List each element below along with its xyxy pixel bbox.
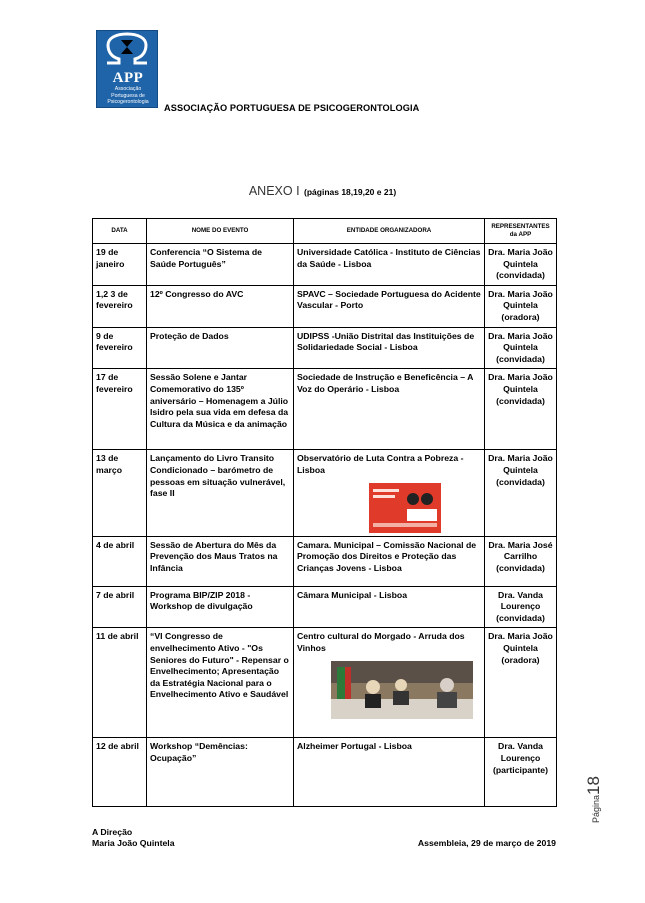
cell-event: 12º Congresso do AVC (147, 285, 294, 327)
cell-representative: Dra. Maria João Quintela (oradora) (485, 628, 557, 738)
organization-name: ASSOCIAÇÃO PORTUGUESA DE PSICOGERONTOLOGIA (164, 103, 420, 113)
signature-block (92, 827, 175, 849)
page-number-value: 18 (584, 776, 603, 795)
cell-date: 17 de fevereiro (93, 369, 147, 450)
cell-representative: Dra. Maria João Quintela (convidada) (485, 327, 557, 369)
cell-entity: UDIPSS -União Distrital das Instituições de Solidariedade Social - Lisboa (294, 327, 485, 369)
header-date: DATA (93, 219, 147, 244)
logo-subtitle: Associação Portuguesa de Psicogerontologia (107, 86, 149, 105)
cell-event: Lançamento do Livro Transito Condicionado – barómetro de pessoas em situação vulnerável, fase II (147, 450, 294, 536)
signature-role: A Direção (92, 827, 133, 837)
cell-representative: Dra. Maria João Quintela (convidada) (485, 450, 557, 536)
cell-entity: SPAVC – Sociedade Portuguesa do Acidente Vascular - Porto (294, 285, 485, 327)
table-row (93, 738, 557, 807)
table-row (93, 628, 557, 738)
cell-representative: Dra. Maria João Quintela (oradora) (485, 285, 557, 327)
table-row (93, 586, 557, 628)
cell-entity: Camara. Municipal – Comissão Nacional de Promoção dos Direitos e Proteção das Crianças Jovens - Lisboa (294, 536, 485, 586)
conference-photo-image (331, 661, 473, 719)
cell-entity: Sociedade de Instrução e Beneficência – A Voz do Operário - Lisboa (294, 369, 485, 450)
cell-representative: Dra. Vanda Lourenço (participante) (485, 738, 557, 807)
cell-entity: Universidade Católica - Instituto de Ciências da Saúde - Lisboa (294, 244, 485, 286)
table-row (93, 536, 557, 586)
cell-date: 13 de março (93, 450, 147, 536)
cell-entity: Centro cultural do Morgado - Arruda dos Vinhos (294, 628, 485, 738)
cell-date: 11 de abril (93, 628, 147, 738)
cell-date: 4 de abril (93, 536, 147, 586)
header-entity: ENTIDADE ORGANIZADORA (294, 219, 485, 244)
cell-representative: Dra. Maria João Quintela (convidada) (485, 369, 557, 450)
app-logo (96, 30, 158, 108)
cell-date: 19 de janeiro (93, 244, 147, 286)
book-cover-image (369, 483, 441, 533)
cell-date: 7 de abril (93, 586, 147, 628)
table-row (93, 285, 557, 327)
table-row (93, 369, 557, 450)
header-representatives: REPRESENTANTES da APP (485, 219, 557, 244)
cell-event: Programa BIP/ZIP 2018 - Workshop de divulgação (147, 586, 294, 628)
place-date: Assembleia, 29 de março de 2019 (417, 838, 556, 848)
cell-representative: Dra. Vanda Lourenço (convidada) (485, 586, 557, 628)
table-header-row (93, 219, 557, 244)
omega-emblem-icon (97, 31, 157, 71)
cell-representative: Dra. Maria João Quintela (convidada) (485, 244, 557, 286)
cell-date: 1,2 3 de fevereiro (93, 285, 147, 327)
logo-abbreviation: APP (112, 70, 144, 86)
table-row (93, 450, 557, 536)
header-event: NOME DO EVENTO (147, 219, 294, 244)
events-table (92, 218, 557, 807)
annex-title (0, 182, 645, 200)
cell-event: “VI Congresso de envelhecimento Ativo - "Os Seniores do Futuro" - Repensar o Envelhecimento; Apresentação da Estratégia Nacional para o Envelhecimento Ativo e Saudável (147, 628, 294, 738)
cell-entity: Câmara Municipal - Lisboa (294, 586, 485, 628)
cell-event: Conferencia “O Sistema de Saúde Português” (147, 244, 294, 286)
page-number (584, 776, 604, 823)
page-label: Página (591, 794, 601, 823)
annex-pages: (páginas 18,19,20 e 21) (304, 187, 397, 197)
cell-event: Sessão de Abertura do Mês da Prevenção dos Maus Tratos na Infância (147, 536, 294, 586)
cell-date: 9 de fevereiro (93, 327, 147, 369)
cell-entity: Observatório de Luta Contra a Pobreza - Lisboa (294, 450, 485, 536)
signature-name: Maria João Quintela (92, 838, 175, 848)
cell-event: Sessão Solene e Jantar Comemorativo do 135º aniversário – Homenagem a Júlio Isidro pela sua vida em defesa da Cultura da Música e da animação (147, 369, 294, 450)
cell-entity: Alzheimer Portugal - Lisboa (294, 738, 485, 807)
cell-event: Workshop “Demências: Ocupação” (147, 738, 294, 807)
cell-event: Proteção de Dados (147, 327, 294, 369)
cell-date: 12 de abril (93, 738, 147, 807)
table-row (93, 244, 557, 286)
annex-label: ANEXO I (248, 184, 300, 198)
table-row (93, 327, 557, 369)
cell-representative: Dra. Maria José Carrilho (convidada) (485, 536, 557, 586)
